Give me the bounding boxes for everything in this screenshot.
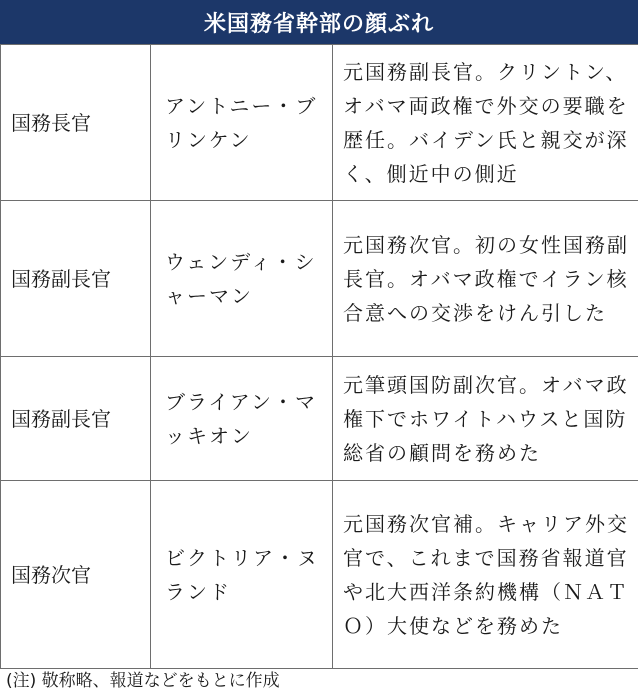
name-cell — [151, 45, 333, 201]
description-cell: 元国務副長官。クリントン、オバマ両政権で外交の要職を歴任。バイデン氏と親交が深く、側近中の側近 — [333, 45, 638, 201]
table-row — [1, 201, 638, 357]
name-text: ウェンディ・シャーマン — [165, 249, 317, 308]
table-row — [1, 357, 638, 481]
name-cell — [151, 481, 333, 669]
name-text: ブライアン・マッキオン — [165, 389, 317, 448]
table-row — [1, 481, 638, 669]
name-text: ビクトリア・ヌランド — [165, 545, 319, 604]
role-cell: 国務副長官 — [1, 357, 151, 481]
table-title: 米国務省幹部の顔ぶれ — [0, 0, 638, 44]
description-cell: 元国務次官。初の女性国務副長官。オバマ政権でイラン核合意への交渉をけん引した — [333, 201, 638, 357]
description-cell: 元筆頭国防副次官。オバマ政権下でホワイトハウスと国防総省の顧問を務めた — [333, 357, 638, 481]
description-cell: 元国務次官補。キャリア外交官で、これまで国務省報道官や北大西洋条約機構（ＮＡＴＯ）大使などを務めた — [333, 481, 638, 669]
role-cell: 国務次官 — [1, 481, 151, 669]
name-cell — [151, 201, 333, 357]
officials-table — [0, 44, 638, 669]
footnote: (注) 敬称略、報道などをもとに作成 — [6, 671, 280, 691]
role-cell: 国務副長官 — [1, 201, 151, 357]
name-cell — [151, 357, 333, 481]
table-row — [1, 45, 638, 201]
name-text: アントニー・ブリンケン — [165, 93, 318, 152]
role-cell: 国務長官 — [1, 45, 151, 201]
